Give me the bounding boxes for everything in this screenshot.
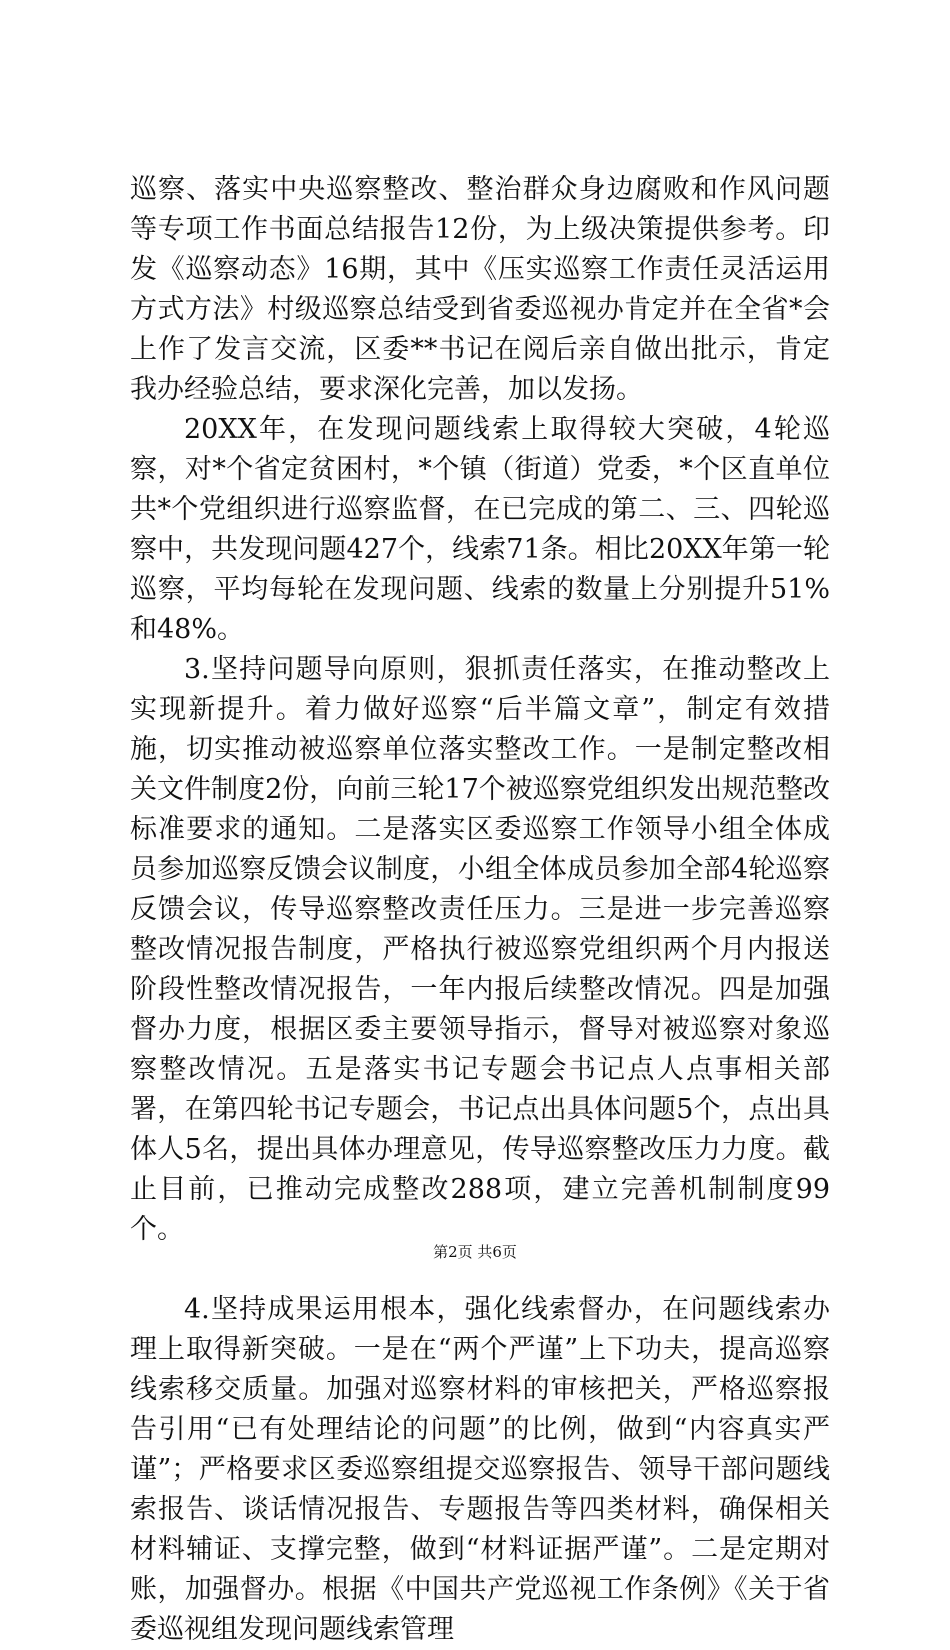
paragraph-2: 20XX年，在发现问题线索上取得较大突破，4轮巡察，对*个省定贫困村，*个镇（街道）党委，*个区直单位共*个党组织进行巡察监督，在已完成的第二、三、四轮巡察中，共发现问题427个，线索71条。相比20XX年第一轮巡察，平均每轮在发现问题、线索的数量上分别提升51%和48%。 [130,414,830,645]
paragraph-4: 4.坚持成果运用根本，强化线索督办，在问题线索办理上取得新突破。一是在“两个严谨”上下功夫，提高巡察线索移交质量。加强对巡察材料的审核把关，严格巡察报告引用“已有处理结论的问题”的比例，做到“内容真实严谨”；严格要求区委巡察组提交巡察报告、领导干部问题线索报告、谈话情况报告、专题报告等四类材料，确保相关材料辅证、支撑完整，做到“材料证据严谨”。二是定期对账，加强督办。根据《中国共产党巡视工作条例》《关于省委巡视组发现问题线索管理 [130,1294,830,1645]
paragraph-continuation: 巡察、落实中央巡察整改、整治群众身边腐败和作风问题等专项工作书面总结报告12份，为上级决策提供参考。印发《巡察动态》16期，其中《压实巡察工作责任灵活运用方式方法》村级巡察总结受到省委巡视办肯定并在全省*会上作了发言交流，区委**书记在阅后亲自做出批示，肯定我办经验总结，要求深化完善，加以发扬。 [130,174,830,405]
page-footer: 第2页 共6页 [433,1243,517,1261]
document-body [130,170,830,1650]
paragraph-3: 3.坚持问题导向原则，狠抓责任落实，在推动整改上实现新提升。着力做好巡察“后半篇文章”，制定有效措施，切实推动被巡察单位落实整改工作。一是制定整改相关文件制度2份，向前三轮17个被巡察党组织发出规范整改标准要求的通知。二是落实区委巡察工作领导小组全体成员参加巡察反馈会议制度，小组全体成员参加全部4轮巡察反馈会议，传导巡察整改责任压力。三是进一步完善巡察整改情况报告制度，严格执行被巡察党组织两个月内报送阶段性整改情况报告，一年内报后续整改情况。四是加强督办力度，根据区委主要领导指示，督导对被巡察对象巡察整改情况。五是落实书记专题会书记点人点事相关部署，在第四轮书记专题会，书记点出具体问题5个，点出具体人5名，提出具体办理意见，传导巡察整改压力力度。截止目前，已推动完成整改288项，建立完善机制制度99个。 [130,654,830,1245]
